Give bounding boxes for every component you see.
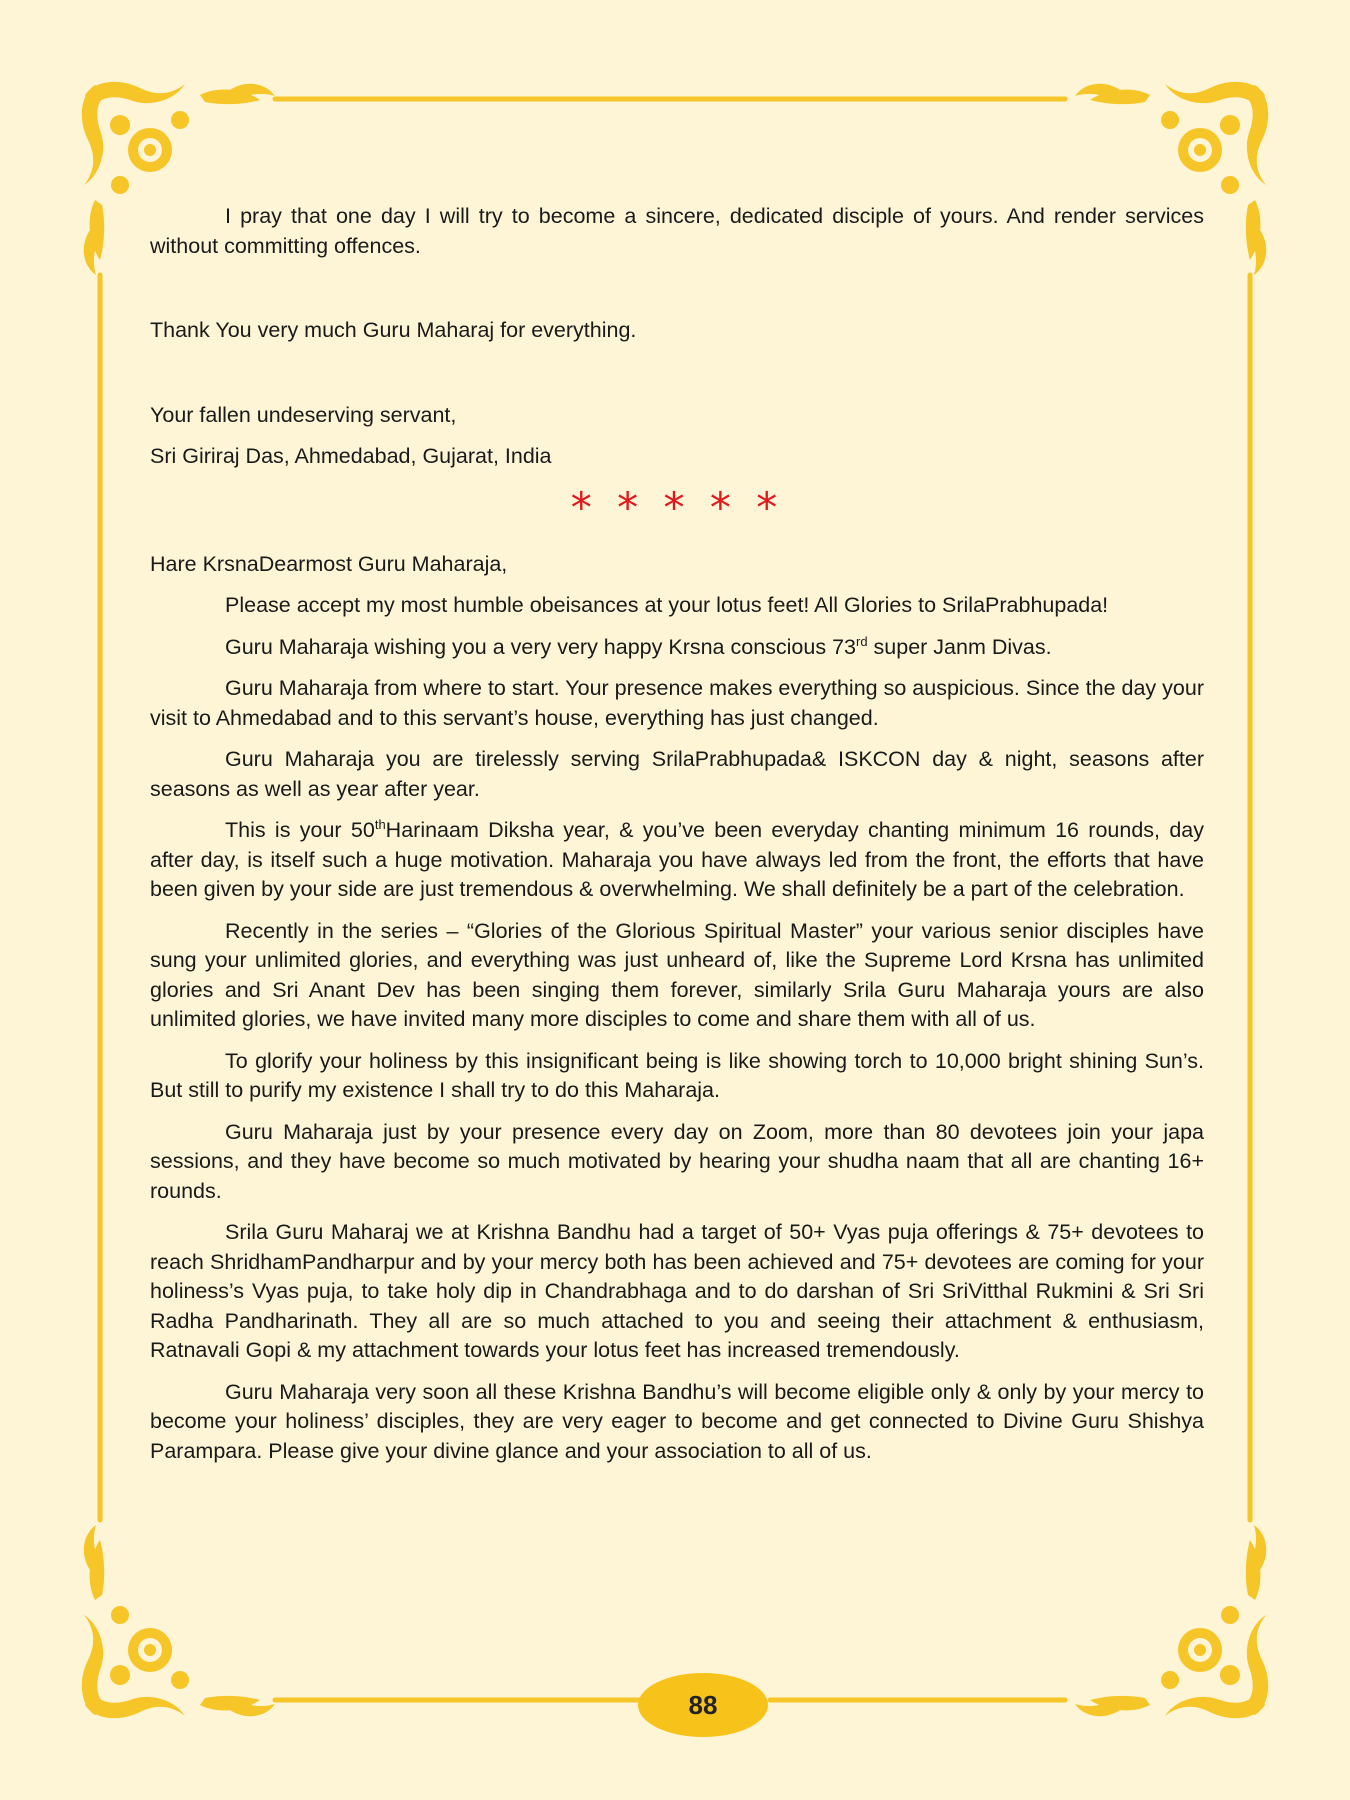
text-run: Harinaam Diksha year, & you’ve been everyday chanting minimum 16 rounds, day after day, is itself such a huge motivation. Maharaja you have always led from the front, the efforts that have been given by your side are just tremendous & overwhelming. We shall definitely be a part of the celebration. [150, 818, 1204, 901]
page-number: 88 [688, 1689, 718, 1720]
page-number-badge [638, 1673, 768, 1737]
letter2-paragraph [150, 816, 1204, 905]
text-run: This is your 50 [225, 818, 375, 842]
floral-corner-ornament-icon [82, 1525, 275, 1718]
letter1-closing: Your fallen undeserving servant, [150, 402, 457, 427]
letter1-signature: Sri Giriraj Das, Ahmedabad, Gujarat, India [150, 444, 552, 468]
letter2-paragraph [150, 633, 1204, 663]
letter2-paragraph: Guru Maharaja just by your presence every day on Zoom, more than 80 devotees join your japa sessions, and they have become so much motivated by hearing your shudha naam that all are chanting 16+ rounds. [150, 1119, 1204, 1203]
letter1-thanks: Thank You very much Guru Maharaj for everything. [150, 318, 637, 342]
text-run: super Janm Divas. [867, 634, 1052, 659]
letter2-paragraph: Guru Maharaja from where to start. Your presence makes everything so auspicious. Since the day your visit to Ahmedabad and to this servant’s house, everything has just changed. [150, 676, 1204, 730]
text-run: Guru Maharaja wishing you a very very happy Krsna conscious 73 [225, 634, 856, 659]
letter2-paragraph: Guru Maharaja you are tirelessly serving SrilaPrabhupada& ISKCON day & night, seasons after seasons as well as year after year. [150, 747, 1204, 801]
letter1-paragraph: I pray that one day I will try to become a sincere, dedicated disciple of yours. And render services without committing offences. [150, 204, 1204, 258]
section-separator: * * * * * [570, 482, 784, 532]
letter2-salutation: Hare KrsnaDearmost Guru Maharaja, [150, 551, 508, 576]
letter2-paragraph: Guru Maharaja very soon all these Krishna Bandhu’s will become eligible only & only by your mercy to become your holiness’ disciples, they are very eager to become and get connected to Divine Guru Shishya Parampara. Please give your divine glance and your association to all of us. [150, 1379, 1204, 1463]
letter2-paragraph: To glorify your holiness by this insignificant being is like showing torch to 10,000 bright shining Sun’s. But still to purify my existence I shall try to do this Maharaja. [150, 1048, 1204, 1102]
letter-body [150, 202, 1204, 1466]
letter2-paragraph: Recently in the series – “Glories of the Glorious Spiritual Master” your various senior disciples have sung your unlimited glories, and everything was just unheard of, like the Supreme Lord Krsna has unlimited glories and Sri Anant Dev has been singing them forever, similarly Srila Guru Maharaja yours are also unlimited glories, we have invited many more disciples to come and share them with all of us. [150, 918, 1204, 1031]
floral-corner-ornament-icon [1075, 1525, 1268, 1718]
letter2-paragraph: Please accept my most humble obeisances at your lotus feet! All Glories to SrilaPrabhupada! [225, 593, 1109, 617]
superscript: rd [856, 633, 868, 649]
superscript: th [374, 816, 386, 832]
letter2-paragraph: Srila Guru Maharaj we at Krishna Bandhu had a target of 50+ Vyas puja offerings & 75+ devotees to reach ShridhamPandharpur and by your mercy both has been achieved and 75+ devotees are coming for your holiness’s Vyas puja, to take holy dip in Chandrabhaga and to do darshan of Sri SriVitthal Rukmini & Sri Sri Radha Pandharinath. They all are so much attached to you and seeing their attachment & enthusiasm, Ratnavali Gopi & my attachment towards your lotus feet has increased tremendously. [150, 1220, 1204, 1362]
